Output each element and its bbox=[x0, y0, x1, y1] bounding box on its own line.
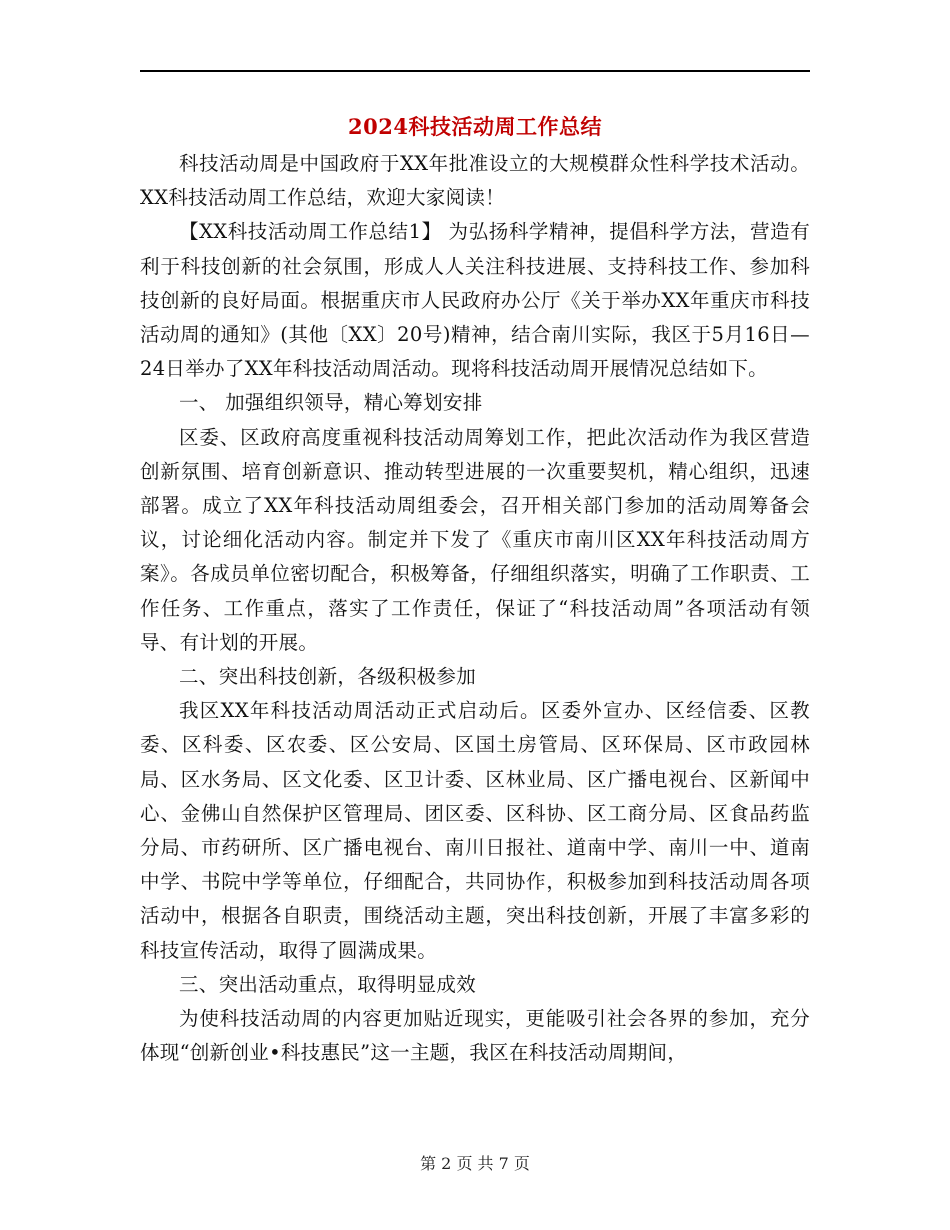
header-rule bbox=[140, 70, 810, 72]
paragraph-intro: 科技活动周是中国政府于XX年批准设立的大规模群众性科学技术活动。XX科技活动周工作总结，欢迎大家阅读！ bbox=[140, 152, 810, 210]
section-heading-1: 一、 加强组织领导，精心筹划安排 bbox=[179, 391, 483, 415]
document-title: 2024科技活动周工作总结 bbox=[348, 114, 602, 139]
paragraph-section-3: 为使科技活动周的内容更加贴近现实，更能吸引社会各界的参加，充分体现“创新创业•科技惠民”这一主题，我区在科技活动周期间， bbox=[140, 1007, 810, 1065]
document-body bbox=[140, 147, 810, 1070]
paragraph-summary-1: 【XX科技活动周工作总结1】 为弘扬科学精神，提倡科学方法，营造有利于科技创新的社会氛围，形成人人关注科技进展、支持科技工作、参加科技创新的良好局面。根据重庆市人民政府办公厅《关于举办XX年重庆市科技活动周的通知》(其他〔XX〕20号)精神，结合南川实际，我区于5月16日—24日举办了XX年科技活动周活动。现将科技活动周开展情况总结如下。 bbox=[140, 220, 810, 381]
page-number: 第 2 页 共 7 页 bbox=[420, 1154, 530, 1173]
paragraph-section-1: 区委、区政府高度重视科技活动周筹划工作，把此次活动作为我区营造创新氛围、培育创新意识、推动转型进展的一次重要契机，精心组织，迅速部署。成立了XX年科技活动周组委会，召开相关部门参加的活动周筹备会议，讨论细化活动内容。制定并下发了《重庆市南川区XX年科技活动周方案》。各成员单位密切配合，积极筹备，仔细组织落实，明确了工作职责、工作任务、工作重点，落实了工作责任，保证了“科技活动周”各项活动有领导、有计划的开展。 bbox=[140, 425, 810, 654]
section-heading-3: 三、突出活动重点，取得明显成效 bbox=[179, 972, 477, 996]
paragraph-section-2: 我区XX年科技活动周活动正式启动后。区委外宣办、区经信委、区教委、区科委、区农委、区公安局、区国土房管局、区环保局、区市政园林局、区水务局、区文化委、区卫计委、区林业局、区广播电视台、区新闻中心、金佛山自然保护区管理局、团区委、区科协、区工商分局、区食品药监分局、市药研所、区广播电视台、南川日报社、道南中学、南川一中、道南中学、书院中学等单位，仔细配合，共同协作，积极参加到科技活动周各项活动中，根据各自职责，围绕活动主题，突出科技创新，开展了丰富多彩的科技宣传活动，取得了圆满成果。 bbox=[140, 699, 810, 962]
section-heading-2: 二、突出科技创新，各级积极参加 bbox=[179, 665, 477, 689]
